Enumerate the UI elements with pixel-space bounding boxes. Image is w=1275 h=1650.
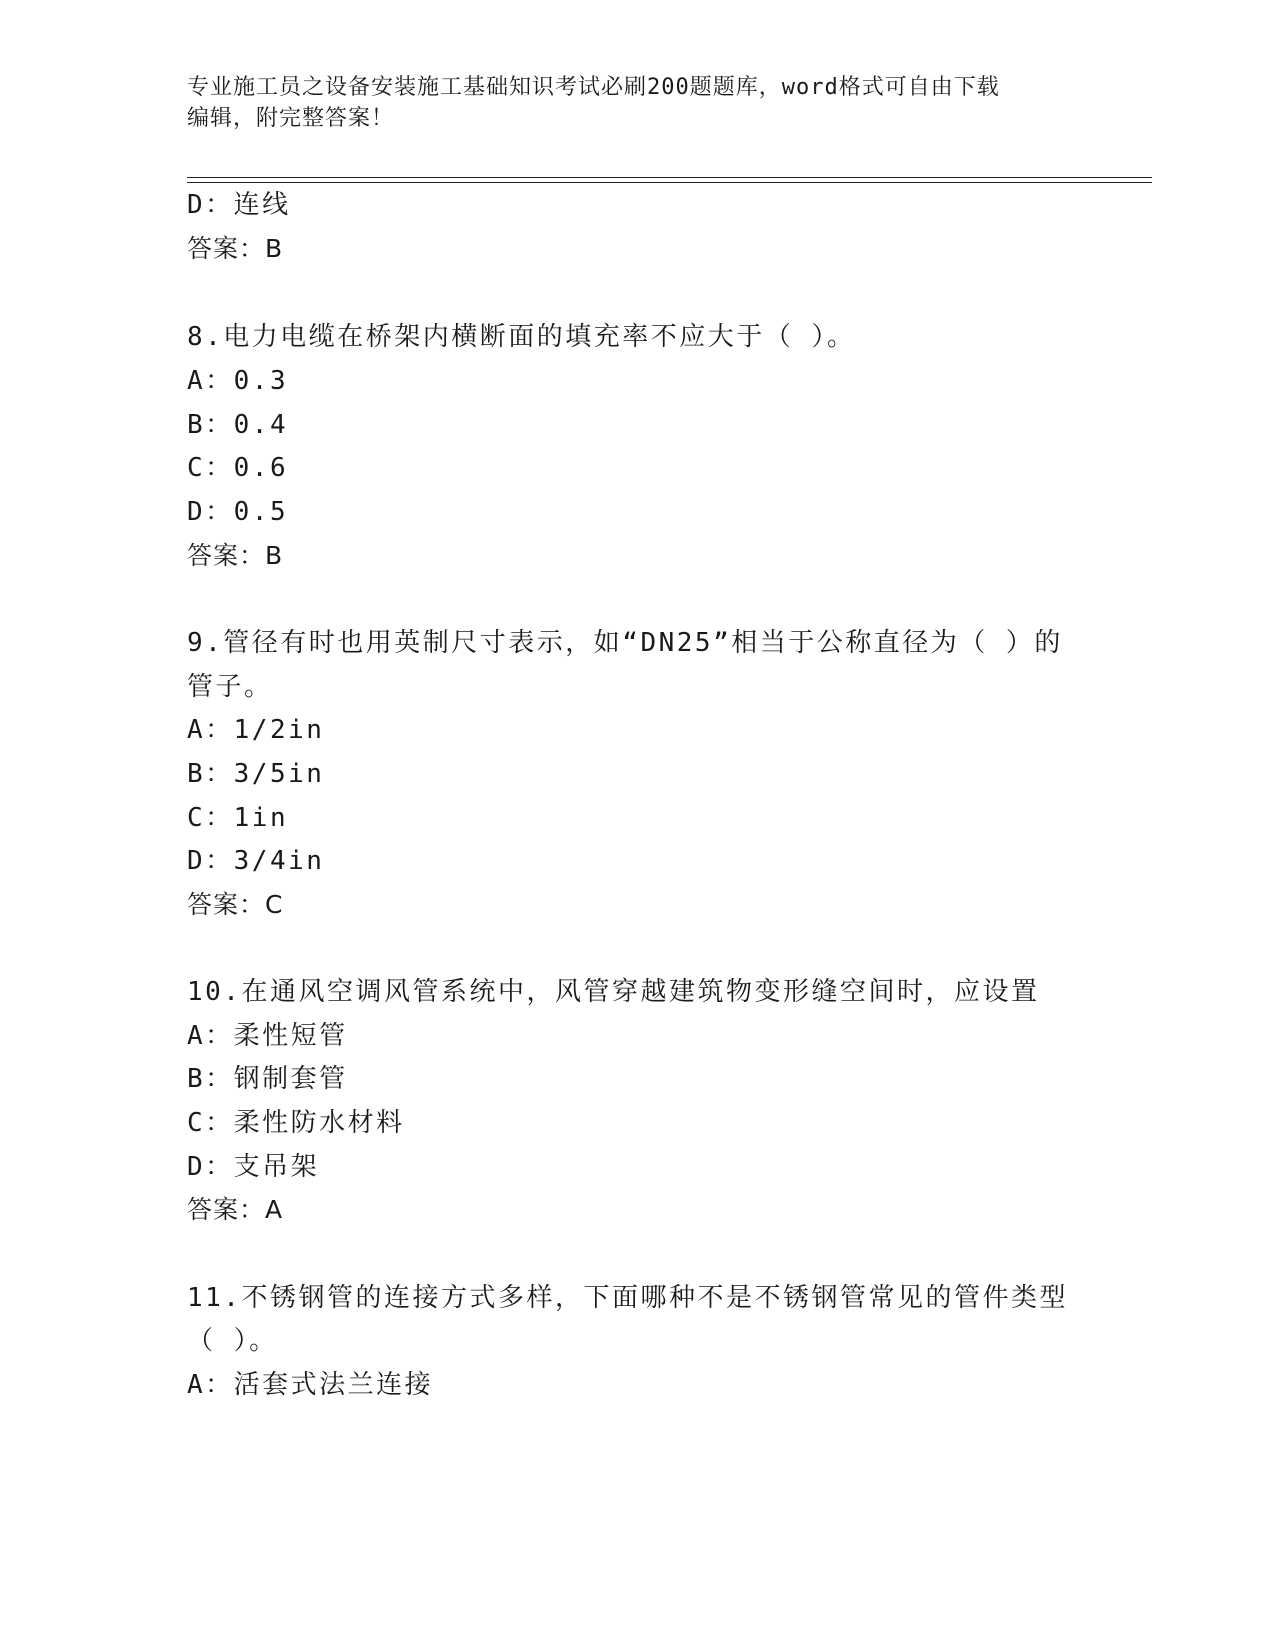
q11-stem-line-1: 11.不锈钢管的连接方式多样，下面哪种不是不锈钢管常见的管件类型 — [187, 1283, 1068, 1313]
q10-answer: 答案：A — [187, 1195, 284, 1224]
q8-option-c: C：0.6 — [187, 453, 289, 483]
q8-option-a: A：0.3 — [187, 366, 289, 396]
q8-option-b: B：0.4 — [187, 410, 289, 440]
header-title-line-2: 编辑，附完整答案！ — [187, 106, 395, 131]
q11-option-a: A：活套式法兰连接 — [187, 1370, 434, 1400]
document-header — [187, 72, 1067, 134]
q9-option-c: C：1in — [187, 803, 289, 833]
q7-option-d: D：连线 — [187, 190, 291, 220]
q10-stem-line-1: 10.在通风空调风管系统中，风管穿越建筑物变形缝空间时，应设置 — [187, 977, 1040, 1007]
header-divider-top — [187, 177, 1152, 178]
q10-option-b: B：钢制套管 — [187, 1064, 348, 1094]
q7-answer: 答案：B — [187, 234, 284, 263]
q8-answer: 答案：B — [187, 541, 284, 570]
q11-stem-line-2: （ ）。 — [187, 1326, 278, 1356]
q9-answer: 答案：C — [187, 890, 284, 919]
q9-option-a: A：1/2in — [187, 715, 325, 745]
q8-stem-line-1: 8.电力电缆在桥架内横断面的填充率不应大于（ ）。 — [187, 322, 856, 352]
q9-stem-line-1: 9.管径有时也用英制尺寸表示，如“DN25”相当于公称直径为（ ）的 — [187, 628, 1063, 658]
q10-option-d: D：支吊架 — [187, 1152, 320, 1182]
q10-option-c: C：柔性防水材料 — [187, 1108, 405, 1138]
q8-option-d: D：0.5 — [187, 497, 289, 527]
q10-option-a: A：柔性短管 — [187, 1021, 348, 1051]
header-title-line-1: 专业施工员之设备安装施工基础知识考试必刷200题题库，word格式可自由下载 — [187, 75, 1000, 100]
q9-stem-line-2: 管子。 — [187, 672, 273, 702]
q9-option-d: D：3/4in — [187, 846, 325, 876]
header-divider-bottom — [187, 182, 1152, 183]
q9-option-b: B：3/5in — [187, 759, 325, 789]
